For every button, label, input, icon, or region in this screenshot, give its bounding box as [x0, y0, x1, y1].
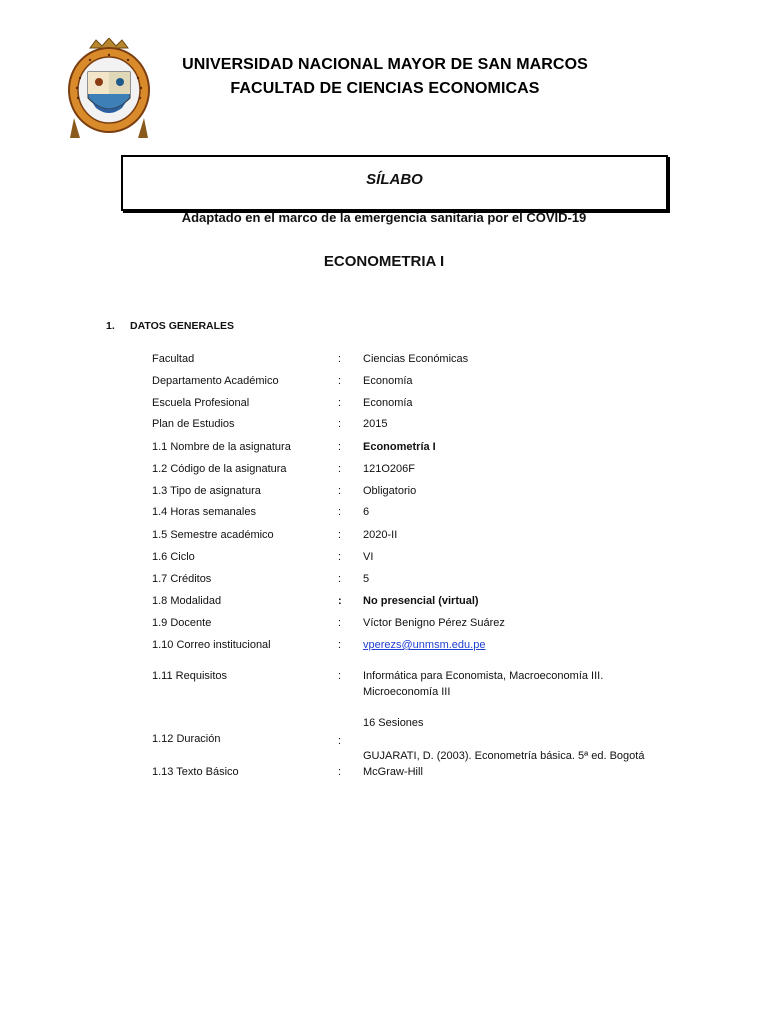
row-colon: : [338, 397, 342, 409]
row-colon: : [338, 418, 342, 430]
row-value: 2020-II [363, 529, 398, 541]
row-colon: : [338, 375, 342, 387]
row-colon: : [338, 617, 342, 629]
silabo-title-box [121, 155, 668, 211]
row-value: Víctor Benigno Pérez Suárez [363, 617, 505, 629]
row-value: 2015 [363, 418, 388, 430]
email-link[interactable]: vperezs@unmsm.edu.pe [363, 639, 486, 651]
row-value-continued: McGraw-Hill [363, 766, 423, 778]
row-value: Obligatorio [363, 485, 417, 497]
row-colon: : [338, 766, 342, 778]
row-label: Departamento Académico [152, 375, 279, 387]
row-value: No presencial (virtual) [363, 595, 479, 607]
row-colon: : [338, 485, 342, 497]
row-label: 1.13 Texto Básico [152, 766, 239, 778]
row-value: Economía [363, 397, 413, 409]
row-label: 1.6 Ciclo [152, 551, 195, 563]
row-label: 1.4 Horas semanales [152, 506, 256, 518]
silabo-title: SÍLABO [366, 171, 423, 188]
row-colon: : [338, 639, 342, 651]
row-value: Ciencias Económicas [363, 353, 469, 365]
row-label: 1.2 Código de la asignatura [152, 463, 287, 475]
university-name: UNIVERSIDAD NACIONAL MAYOR DE SAN MARCOS [182, 56, 588, 73]
row-label: Plan de Estudios [152, 418, 235, 430]
adaptation-subtitle: Adaptado en el marco de la emergencia sanitaria por el COVID-19 [181, 210, 587, 225]
row-value-continued: Microeconomía III [363, 686, 451, 698]
row-label: Facultad [152, 353, 195, 365]
row-value: 121O206F [363, 463, 415, 475]
faculty-name: FACULTAD DE CIENCIAS ECONOMICAS [230, 80, 540, 97]
row-label: 1.7 Créditos [152, 573, 212, 585]
row-label: 1.3 Tipo de asignatura [152, 485, 261, 497]
row-colon: : [338, 353, 342, 365]
row-label: 1.9 Docente [152, 617, 212, 629]
section-number: 1. [106, 320, 115, 332]
course-title: ECONOMETRIA I [323, 253, 445, 270]
row-label: Escuela Profesional [152, 397, 250, 409]
row-value: VI [363, 551, 374, 563]
row-value: 5 [363, 573, 370, 585]
row-value: Informática para Economista, Macroeconomía III. [363, 670, 604, 682]
row-label: 1.1 Nombre de la asignatura [152, 441, 291, 453]
row-label: 1.8 Modalidad [152, 595, 222, 607]
row-colon: : [338, 463, 342, 475]
row-value: Economía [363, 375, 413, 387]
row-colon: : [338, 670, 342, 682]
row-value: Econometría I [363, 441, 436, 453]
row-colon: : [338, 595, 342, 607]
row-label: 1.10 Correo institucional [152, 639, 271, 651]
row-colon: : [338, 441, 342, 453]
section-title: DATOS GENERALES [130, 320, 235, 332]
row-label: 1.11 Requisitos [152, 670, 228, 682]
row-value: 16 Sesiones [363, 717, 424, 729]
row-label: 1.5 Semestre académico [152, 529, 274, 541]
row-colon: : [338, 506, 342, 518]
row-value: 6 [363, 506, 370, 518]
row-colon: : [338, 529, 342, 541]
row-colon: : [338, 573, 342, 585]
row-value: GUJARATI, D. (2003). Econometría básica. 5ª ed. Bogotá [363, 750, 645, 762]
university-seal-logo [60, 38, 158, 142]
row-label: 1.12 Duración [152, 733, 221, 745]
row-colon: : [338, 551, 342, 563]
row-colon: : [338, 735, 342, 747]
